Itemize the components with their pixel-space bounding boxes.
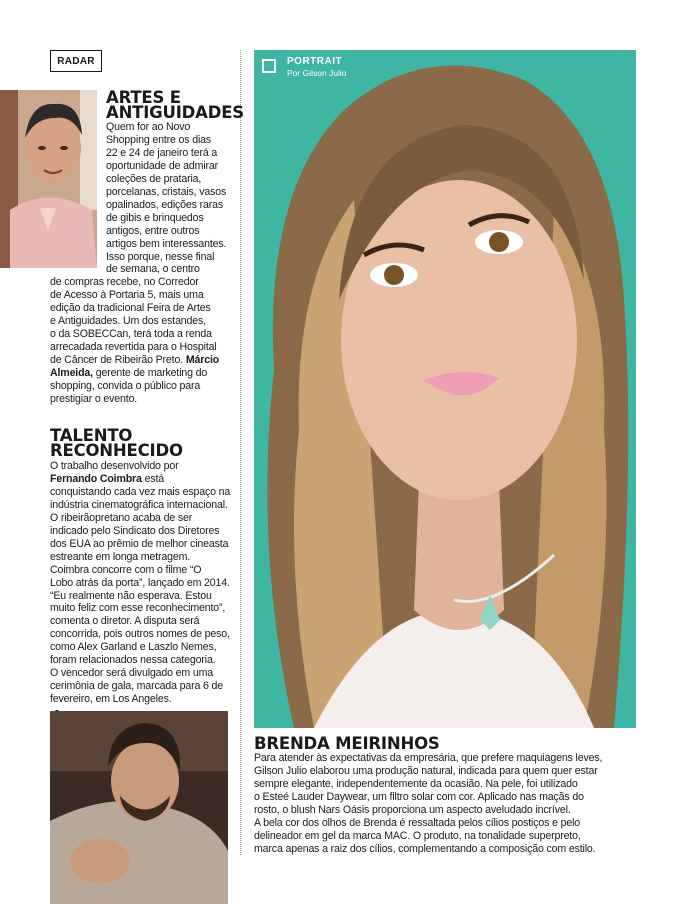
marcio-almeida-photo: [0, 90, 97, 268]
article3-body: Para atender às expectativas da empresária, que prefere maquiagens leves, Gilson Julio elaborou uma produção natural, indicada para quem quer estar sempre elegante, independentemente da ocasião. Na pele, foi utilizado o Esteé Lauder Daywear, um filtro solar com cor. Aplicado nas maçãs do rosto, o blush Nars Oásis proporciona um aspecto aveludado incrível. A bela cor dos olhos de Brenda é ressaltada pelos cílios postiços e pelo delineador em gel da marca MAC. O produto, na tonalidade superpreto, marca apenas a raiz dos cílios, complementando a composição com estilo.: [254, 752, 603, 855]
article3-title: BRENDA MEIRINHOS: [254, 734, 440, 753]
square-icon: [262, 59, 276, 73]
portrait-label: PORTRAIT: [287, 56, 343, 67]
article1-title: ARTES E ANTIGUIDADES: [106, 88, 244, 122]
article1-body-wide: de compras recebe, no Corredor de Acesso à Portaria 5, mais uma edição da tradicional Feira de Artes e Antiguidades. Um dos estandes, o da SOBECCan, terá toda a renda arrecadada revertida para o Hospital de Câncer de Ribeirão Preto. Márcio Almeida, gerente de marketing do shopping, convida o público para prestigiar o evento.: [50, 276, 220, 405]
brenda-portrait-photo: [254, 50, 636, 728]
column-divider: [240, 50, 241, 855]
section-tag: RADAR: [50, 50, 102, 72]
bold-name-fernando: Fernando Coimbra: [50, 472, 142, 485]
article2-body: O trabalho desenvolvido por Fernando Coimbra está conquistando cada vez mais espaço na indústria cinematográfica internacional. O ribeirãopretano acaba de ser indicado pelo Sindicato dos Diretores dos EUA ao prêmio de melhor cineasta estreante em longa metragem. Coimbra concorre com o filme “O Lobo atrás da porta”, lançado em 2014. “Eu realmente não esperava. Estou muito feliz com esse reconhecimento”, comenta o diretor. A disputa será concorrida, pois outros nomes de peso, como Alex Garland e Laszlo Nemes, foram relacionados nessa categoria. O vencedor será divulgado em uma cerimônia de gala, marcada para 6 de fevereiro, em Los Angeles.: [50, 460, 231, 706]
fernando-coimbra-photo: [50, 711, 228, 904]
bold-name-marcio: Márcio: [185, 353, 220, 366]
photo-credit: Por Gilson Julio: [287, 68, 347, 78]
article1-body-narrow: Quem for ao Novo Shopping entre os dias 22 e 24 de janeiro terá a oportunidade de admirar coleções de prataria, porcelanas, cristais, vasos opalinados, edições raras de gibis e brinquedos antigos, entre outros artigos bem interessantes. Isso porque, nesse final de semana, o centro: [106, 121, 227, 276]
article2-title: TALENTO RECONHECIDO: [50, 426, 183, 460]
